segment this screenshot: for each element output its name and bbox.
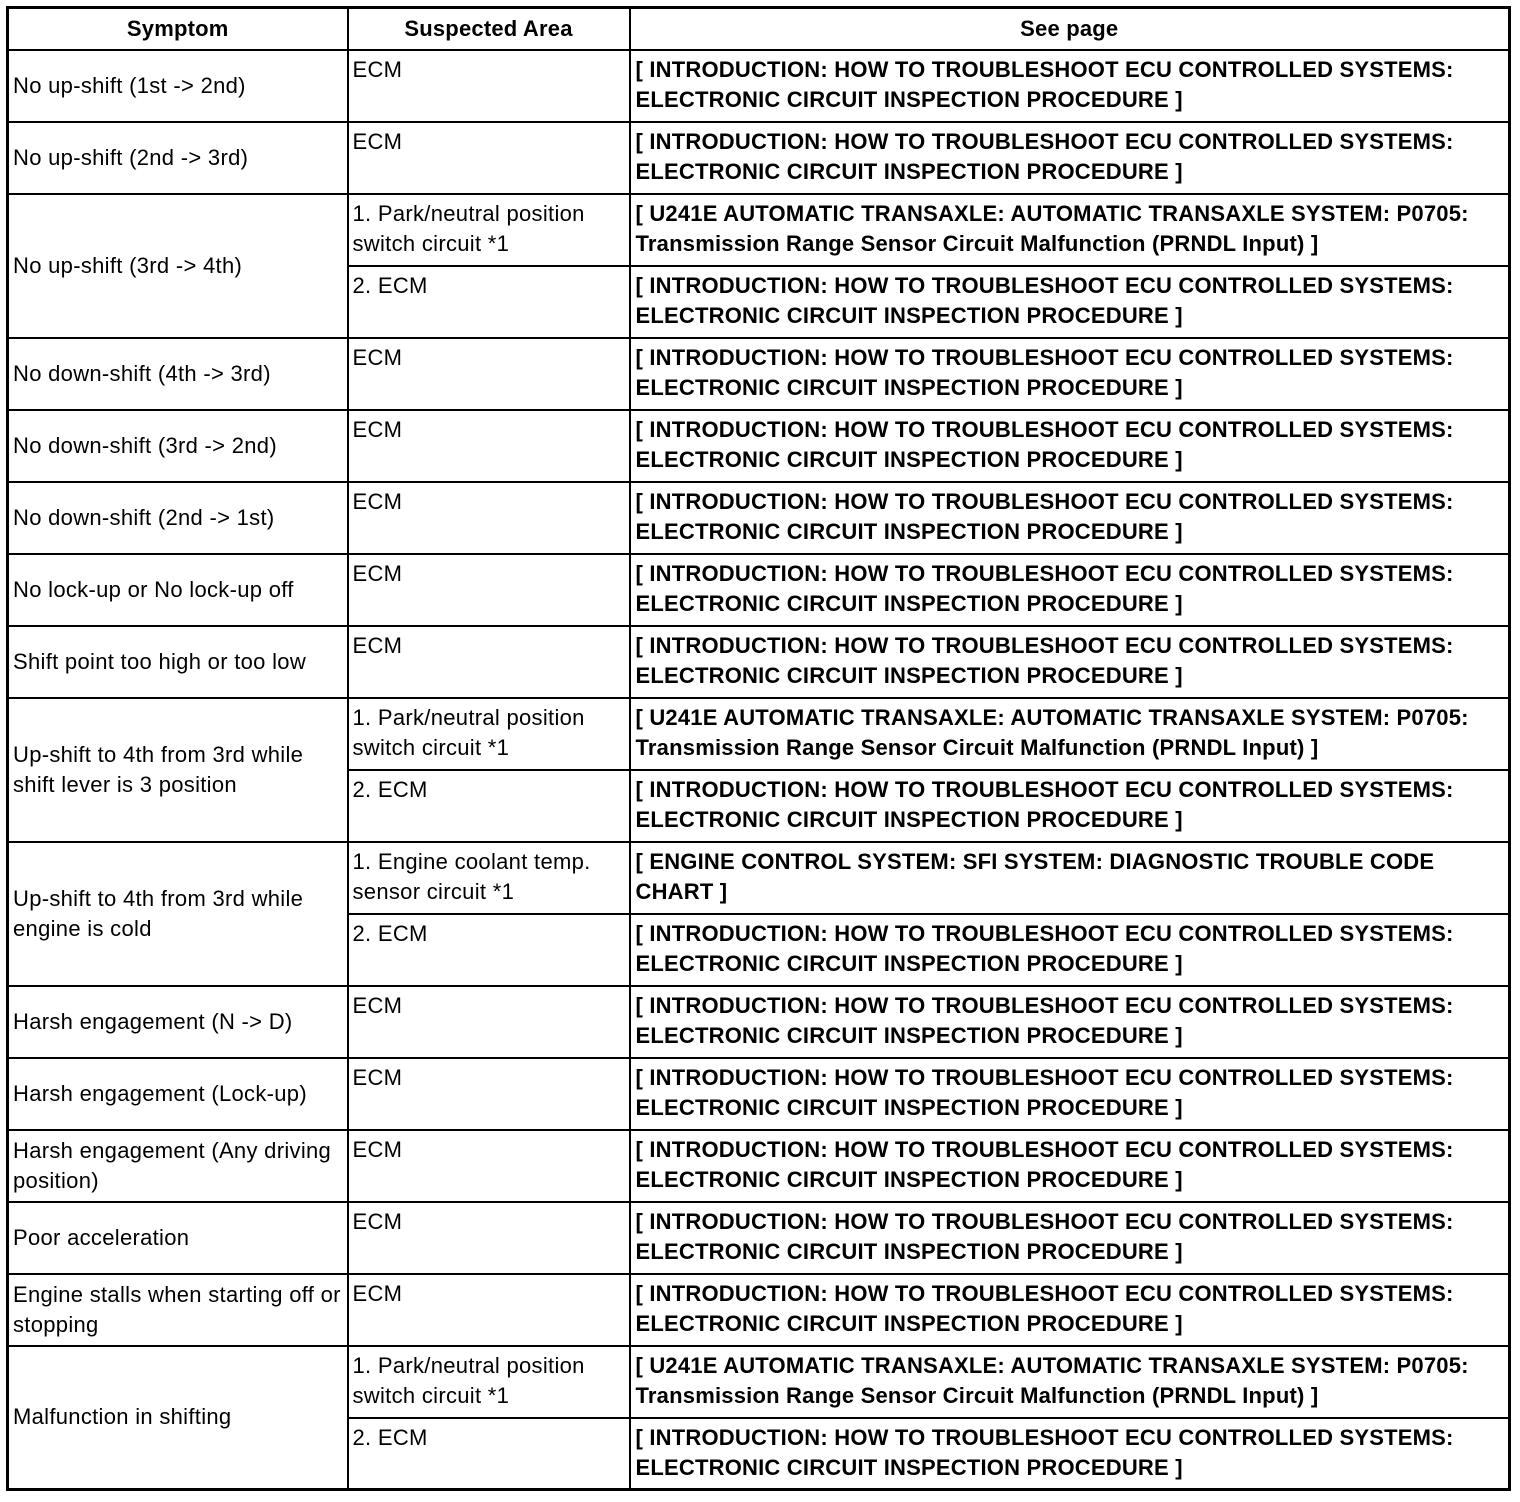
suspected-area-cell: ECM: [348, 1058, 630, 1130]
suspected-area-cell: 2. ECM: [348, 266, 630, 338]
see-page-link[interactable]: [ INTRODUCTION: HOW TO TROUBLESHOOT ECU CONTROLLED SYSTEMS: ELECTRONIC CIRCUIT INSPECTION PROCEDURE ]: [630, 338, 1510, 410]
table-row: [8, 194, 1510, 266]
see-page-link[interactable]: [ INTRODUCTION: HOW TO TROUBLESHOOT ECU CONTROLLED SYSTEMS: ELECTRONIC CIRCUIT INSPECTION PROCEDURE ]: [630, 1130, 1510, 1202]
troubleshooting-table: [6, 6, 1511, 1491]
symptom-cell: No lock-up or No lock-up off: [8, 554, 348, 626]
symptom-cell: Harsh engagement (Lock-up): [8, 1058, 348, 1130]
see-page-link[interactable]: [ ENGINE CONTROL SYSTEM: SFI SYSTEM: DIAGNOSTIC TROUBLE CODE CHART ]: [630, 842, 1510, 914]
table-row: [8, 1202, 1510, 1274]
symptom-cell: No up-shift (1st -> 2nd): [8, 50, 348, 122]
see-page-link[interactable]: [ INTRODUCTION: HOW TO TROUBLESHOOT ECU CONTROLLED SYSTEMS: ELECTRONIC CIRCUIT INSPECTION PROCEDURE ]: [630, 554, 1510, 626]
suspected-area-cell: 2. ECM: [348, 770, 630, 842]
symptom-cell: No down-shift (2nd -> 1st): [8, 482, 348, 554]
header-suspected-area: Suspected Area: [348, 8, 630, 50]
see-page-link[interactable]: [ INTRODUCTION: HOW TO TROUBLESHOOT ECU CONTROLLED SYSTEMS: ELECTRONIC CIRCUIT INSPECTION PROCEDURE ]: [630, 410, 1510, 482]
table-row: [8, 482, 1510, 554]
header-row: [8, 8, 1510, 50]
table-row: [8, 698, 1510, 770]
suspected-area-cell: ECM: [348, 50, 630, 122]
symptom-cell: No down-shift (3rd -> 2nd): [8, 410, 348, 482]
table-row: [8, 1274, 1510, 1346]
symptom-cell: Shift point too high or too low: [8, 626, 348, 698]
see-page-link[interactable]: [ U241E AUTOMATIC TRANSAXLE: AUTOMATIC TRANSAXLE SYSTEM: P0705: Transmission Range Sensor Circuit Malfunction (PRNDL Input) ]: [630, 698, 1510, 770]
suspected-area-cell: ECM: [348, 410, 630, 482]
table-row: [8, 626, 1510, 698]
table-row: [8, 122, 1510, 194]
suspected-area-cell: ECM: [348, 626, 630, 698]
symptom-cell: No up-shift (3rd -> 4th): [8, 194, 348, 338]
symptom-cell: Up-shift to 4th from 3rd while shift lever is 3 position: [8, 698, 348, 842]
suspected-area-cell: 1. Engine coolant temp. sensor circuit *1: [348, 842, 630, 914]
table-row: [8, 50, 1510, 122]
table-row: [8, 410, 1510, 482]
table-row: [8, 1346, 1510, 1418]
symptom-cell: Harsh engagement (N -> D): [8, 986, 348, 1058]
table-row: [8, 842, 1510, 914]
header-symptom: Symptom: [8, 8, 348, 50]
suspected-area-cell: ECM: [348, 1130, 630, 1202]
table-row: [8, 1130, 1510, 1202]
table-row: [8, 986, 1510, 1058]
suspected-area-cell: ECM: [348, 986, 630, 1058]
see-page-link[interactable]: [ INTRODUCTION: HOW TO TROUBLESHOOT ECU CONTROLLED SYSTEMS: ELECTRONIC CIRCUIT INSPECTION PROCEDURE ]: [630, 266, 1510, 338]
see-page-link[interactable]: [ U241E AUTOMATIC TRANSAXLE: AUTOMATIC TRANSAXLE SYSTEM: P0705: Transmission Range Sensor Circuit Malfunction (PRNDL Input) ]: [630, 194, 1510, 266]
suspected-area-cell: ECM: [348, 554, 630, 626]
symptom-cell: No down-shift (4th -> 3rd): [8, 338, 348, 410]
suspected-area-cell: ECM: [348, 338, 630, 410]
see-page-link[interactable]: [ INTRODUCTION: HOW TO TROUBLESHOOT ECU CONTROLLED SYSTEMS: ELECTRONIC CIRCUIT INSPECTION PROCEDURE ]: [630, 50, 1510, 122]
symptom-cell: Up-shift to 4th from 3rd while engine is cold: [8, 842, 348, 986]
symptom-cell: Engine stalls when starting off or stopping: [8, 1274, 348, 1346]
see-page-link[interactable]: [ INTRODUCTION: HOW TO TROUBLESHOOT ECU CONTROLLED SYSTEMS: ELECTRONIC CIRCUIT INSPECTION PROCEDURE ]: [630, 914, 1510, 986]
suspected-area-cell: 1. Park/neutral position switch circuit *1: [348, 698, 630, 770]
see-page-link[interactable]: [ U241E AUTOMATIC TRANSAXLE: AUTOMATIC TRANSAXLE SYSTEM: P0705: Transmission Range Sensor Circuit Malfunction (PRNDL Input) ]: [630, 1346, 1510, 1418]
see-page-link[interactable]: [ INTRODUCTION: HOW TO TROUBLESHOOT ECU CONTROLLED SYSTEMS: ELECTRONIC CIRCUIT INSPECTION PROCEDURE ]: [630, 1418, 1510, 1490]
suspected-area-cell: 1. Park/neutral position switch circuit *1: [348, 1346, 630, 1418]
see-page-link[interactable]: [ INTRODUCTION: HOW TO TROUBLESHOOT ECU CONTROLLED SYSTEMS: ELECTRONIC CIRCUIT INSPECTION PROCEDURE ]: [630, 1274, 1510, 1346]
see-page-link[interactable]: [ INTRODUCTION: HOW TO TROUBLESHOOT ECU CONTROLLED SYSTEMS: ELECTRONIC CIRCUIT INSPECTION PROCEDURE ]: [630, 986, 1510, 1058]
suspected-area-cell: 2. ECM: [348, 914, 630, 986]
table-row: [8, 338, 1510, 410]
symptom-cell: Harsh engagement (Any driving position): [8, 1130, 348, 1202]
suspected-area-cell: ECM: [348, 122, 630, 194]
see-page-link[interactable]: [ INTRODUCTION: HOW TO TROUBLESHOOT ECU CONTROLLED SYSTEMS: ELECTRONIC CIRCUIT INSPECTION PROCEDURE ]: [630, 626, 1510, 698]
see-page-link[interactable]: [ INTRODUCTION: HOW TO TROUBLESHOOT ECU CONTROLLED SYSTEMS: ELECTRONIC CIRCUIT INSPECTION PROCEDURE ]: [630, 770, 1510, 842]
see-page-link[interactable]: [ INTRODUCTION: HOW TO TROUBLESHOOT ECU CONTROLLED SYSTEMS: ELECTRONIC CIRCUIT INSPECTION PROCEDURE ]: [630, 122, 1510, 194]
header-see-page: See page: [630, 8, 1510, 50]
see-page-link[interactable]: [ INTRODUCTION: HOW TO TROUBLESHOOT ECU CONTROLLED SYSTEMS: ELECTRONIC CIRCUIT INSPECTION PROCEDURE ]: [630, 482, 1510, 554]
symptom-cell: No up-shift (2nd -> 3rd): [8, 122, 348, 194]
suspected-area-cell: ECM: [348, 1202, 630, 1274]
symptom-cell: Malfunction in shifting: [8, 1346, 348, 1490]
suspected-area-cell: 1. Park/neutral position switch circuit *1: [348, 194, 630, 266]
suspected-area-cell: ECM: [348, 1274, 630, 1346]
see-page-link[interactable]: [ INTRODUCTION: HOW TO TROUBLESHOOT ECU CONTROLLED SYSTEMS: ELECTRONIC CIRCUIT INSPECTION PROCEDURE ]: [630, 1202, 1510, 1274]
suspected-area-cell: ECM: [348, 482, 630, 554]
table-row: [8, 554, 1510, 626]
suspected-area-cell: 2. ECM: [348, 1418, 630, 1490]
symptom-cell: Poor acceleration: [8, 1202, 348, 1274]
table-row: [8, 1058, 1510, 1130]
see-page-link[interactable]: [ INTRODUCTION: HOW TO TROUBLESHOOT ECU CONTROLLED SYSTEMS: ELECTRONIC CIRCUIT INSPECTION PROCEDURE ]: [630, 1058, 1510, 1130]
